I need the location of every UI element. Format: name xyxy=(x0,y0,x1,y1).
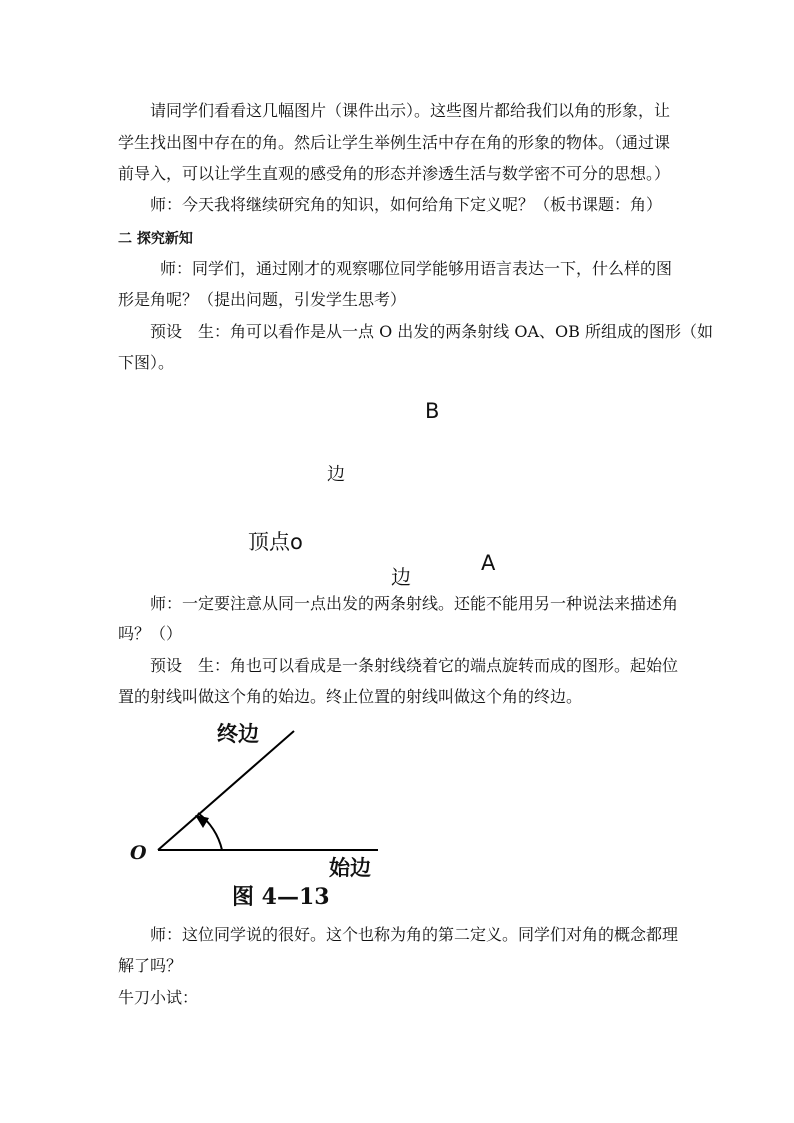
text-line: 师：这位同学说的很好。这个也称为角的第二定义。同学们对角的概念都理 xyxy=(150,925,679,944)
initial-side-label: 始边 xyxy=(329,855,371,880)
section-heading: 二 探究新知 xyxy=(118,231,193,247)
text-line: 置的射线叫做这个角的始边。终止位置的射线叫做这个角的终边。 xyxy=(118,687,583,706)
text-line: 下图）。 xyxy=(118,353,175,372)
text-line: 师：同学们，通过刚才的观察哪位同学能够用语言表达一下，什么样的图 xyxy=(160,259,673,278)
text-line: 预设 生：角也可以看成是一条射线绕着它的端点旋转而成的图形。起始位 xyxy=(150,656,679,675)
text-line: 预设 生：角可以看作是从一点 O 出发的两条射线 OA、OB 所组成的图形（如 xyxy=(150,322,714,341)
practice-heading: 牛刀小试： xyxy=(118,988,199,1007)
arrowhead-icon xyxy=(195,815,209,828)
text-line: 师：一定要注意从同一点出发的两条射线。还能不能用另一种说法来描述角 xyxy=(150,594,679,613)
figure-caption: 图 4—13 xyxy=(232,884,330,910)
side-label-top: 边 xyxy=(327,464,345,485)
text-line: 形是角呢？（提出问题，引发学生思考） xyxy=(118,290,407,309)
point-a-label: A xyxy=(481,551,496,575)
text-line: 请同学们看看这几幅图片（课件出示）。这些图片都给我们以角的形象，让 xyxy=(150,101,671,120)
origin-label: O xyxy=(130,842,147,864)
text-line: 吗？（） xyxy=(118,624,183,643)
text-line: 解了吗？ xyxy=(118,956,183,975)
terminal-side-ray xyxy=(158,731,294,850)
text-line: 前导入，可以让学生直观的感受角的形态并渗透生活与数学密不可分的思想。） xyxy=(118,164,671,183)
terminal-side-label: 终边 xyxy=(217,721,259,746)
side-label-bottom: 边 xyxy=(391,565,411,589)
text-line: 学生找出图中存在的角。然后让学生举例生活中存在角的形象的物体。（通过课 xyxy=(118,133,671,152)
vertex-label: 顶点o xyxy=(248,530,303,554)
point-b-label: B xyxy=(425,399,440,423)
teacher-question: 师：今天我将继续研究角的知识，如何给角下定义呢？（板书课题：角） xyxy=(150,195,663,214)
